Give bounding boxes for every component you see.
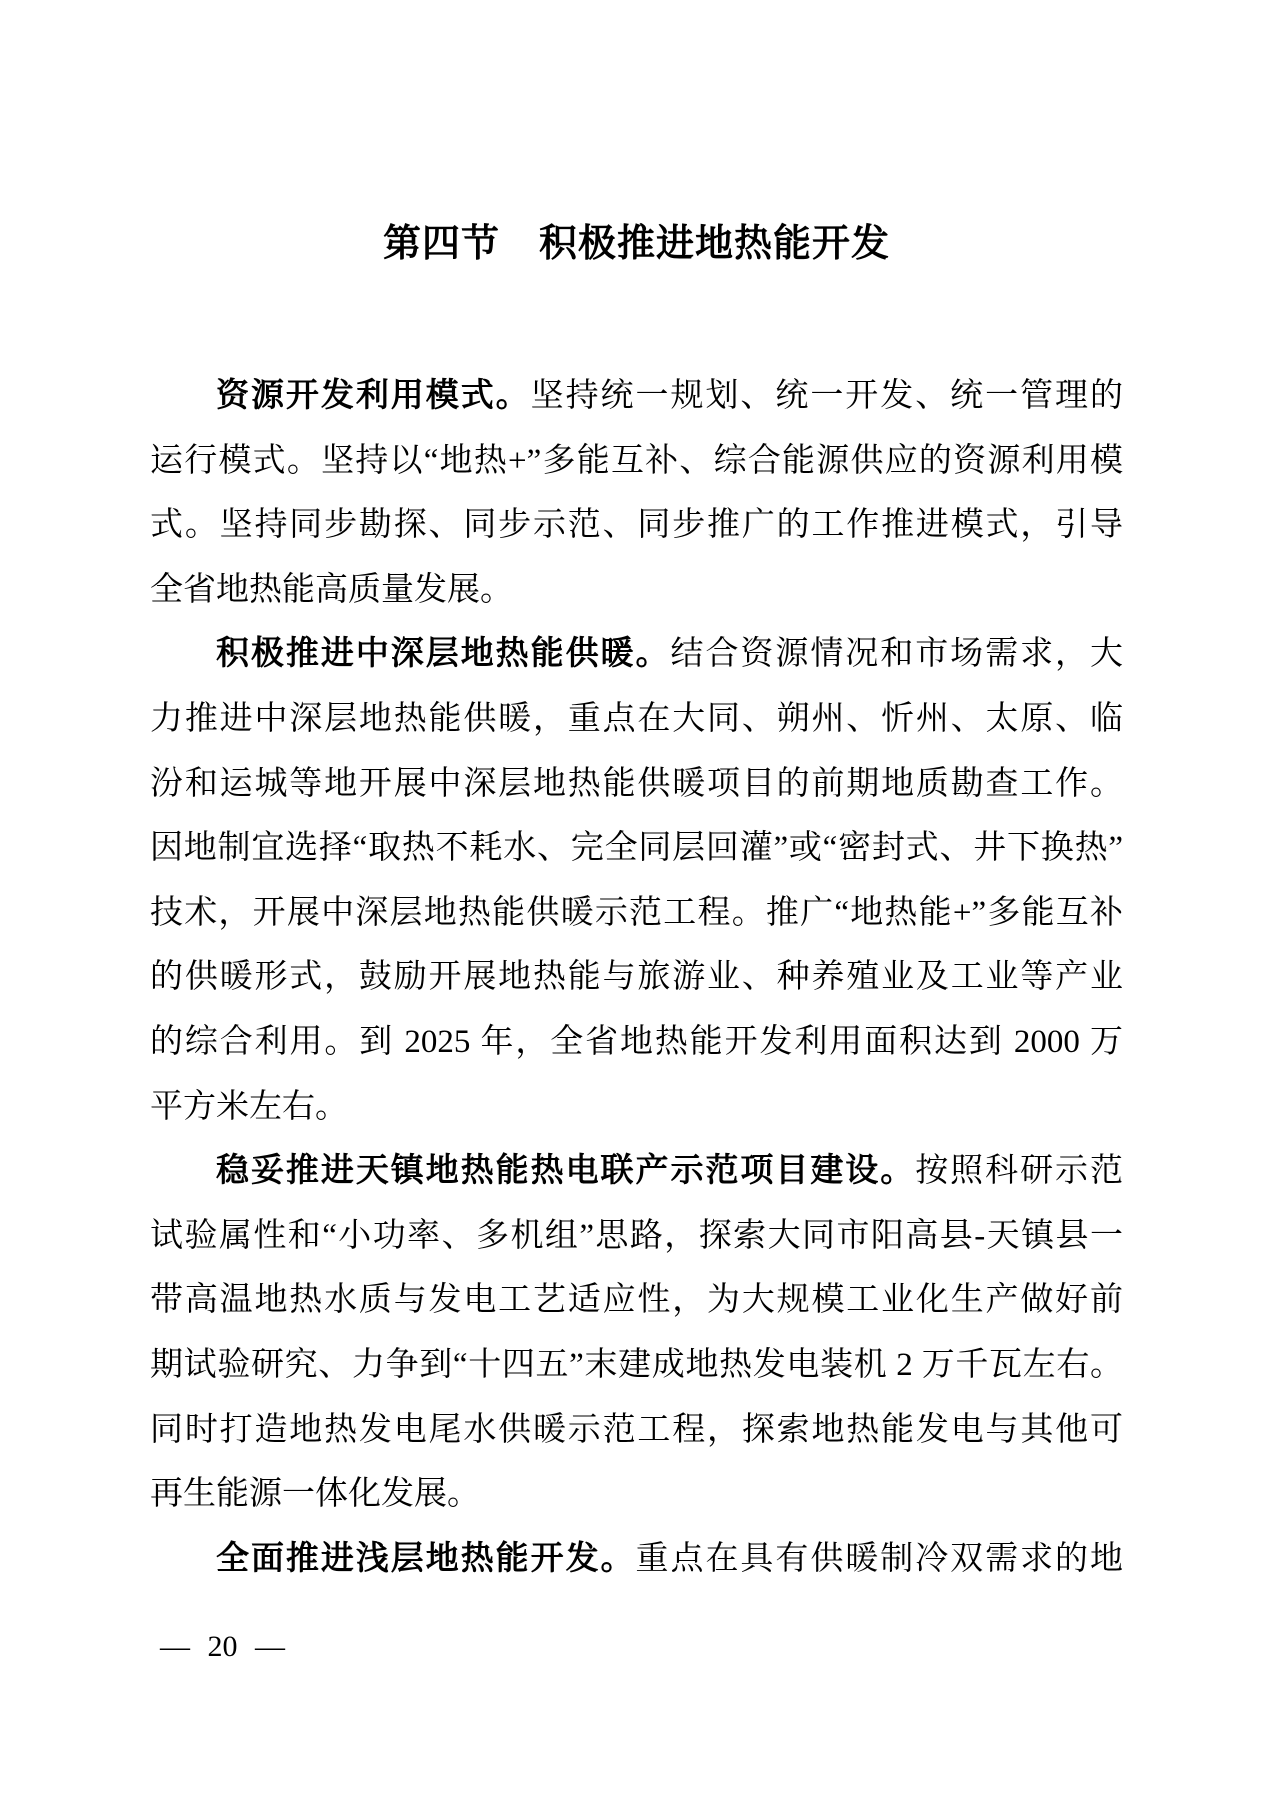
text-line [150,1139,1123,1204]
body-text: 的综合利用。到 2025 年，全省地热能开发利用面积达到 2000 万 [150,1023,1123,1060]
body-text: 力推进中深层地热能供暖，重点在大同、朔州、忻州、太原、临 [150,700,1123,737]
body-text: 带高温地热水质与发电工艺适应性，为大规模工业化生产做好前 [150,1282,1123,1319]
bold-lead-text: 稳妥推进天镇地热能热电联产示范项目建设。 [216,1153,916,1190]
body-text: 再生能源一体化发展。 [150,1476,480,1513]
text-line [150,493,1123,558]
text-line [150,622,1123,687]
page-footer [160,1628,285,1666]
paragraph-4 [150,1527,1123,1592]
paragraph-1 [150,364,1123,622]
body-text: 的供暖形式，鼓励开展地热能与旅游业、种养殖业及工业等产业 [150,959,1123,996]
text-line [150,945,1123,1010]
text-line [150,1462,1123,1527]
text-line [150,1075,1123,1140]
text-line [150,364,1123,429]
body-text: 运行模式。坚持以“地热+”多能互补、综合能源供应的资源利用模 [150,442,1123,479]
body-text: 结合资源情况和市场需求，大 [670,636,1123,673]
text-line [150,429,1123,494]
text-line [150,1527,1123,1592]
paragraph-3 [150,1139,1123,1527]
body-text: 技术，开展中深层地热能供暖示范工程。推广“地热能+”多能互补 [150,894,1123,931]
page-number: — 20 — [160,1630,285,1663]
body-text: 全省地热能高质量发展。 [150,571,513,608]
body-text: 因地制宜选择“取热不耗水、完全同层回灌”或“密封式、井下换热” [150,830,1123,867]
text-line [150,687,1123,752]
text-line [150,881,1123,946]
text-line [150,1010,1123,1075]
text-line [150,1398,1123,1463]
body-text: 重点在具有供暖制冷双需求的地 [635,1540,1123,1577]
body-text: 汾和运城等地开展中深层地热能供暖项目的前期地质勘查工作。 [150,765,1123,802]
body-text: 期试验研究、力争到“十四五”末建成地热发电装机 2 万千瓦左右。 [150,1346,1123,1383]
body-text: 试验属性和“小功率、多机组”思路，探索大同市阳高县-天镇县一 [150,1217,1123,1254]
bold-lead-text: 资源开发利用模式。 [216,378,531,414]
text-line [150,1333,1123,1398]
body-text: 平方米左右。 [150,1088,348,1125]
text-line [150,1204,1123,1269]
text-line [150,558,1123,623]
text-line [150,1268,1123,1333]
body-text: 按照科研示范 [915,1153,1123,1190]
section-title: 第四节 积极推进地热能开发 [382,223,890,265]
text-line [150,752,1123,817]
body-text: 坚持统一规划、统一开发、统一管理的 [530,378,1123,414]
text-line [150,816,1123,881]
body-text: 式。坚持同步勘探、同步示范、同步推广的工作推进模式，引导 [150,507,1123,544]
bold-lead-text: 全面推进浅层地热能开发。 [216,1540,636,1577]
document-body [150,364,1123,1591]
paragraph-2 [150,622,1123,1139]
bold-lead-text: 积极推进中深层地热能供暖。 [216,636,671,673]
body-text: 同时打造地热发电尾水供暖示范工程，探索地热能发电与其他可 [150,1411,1123,1448]
